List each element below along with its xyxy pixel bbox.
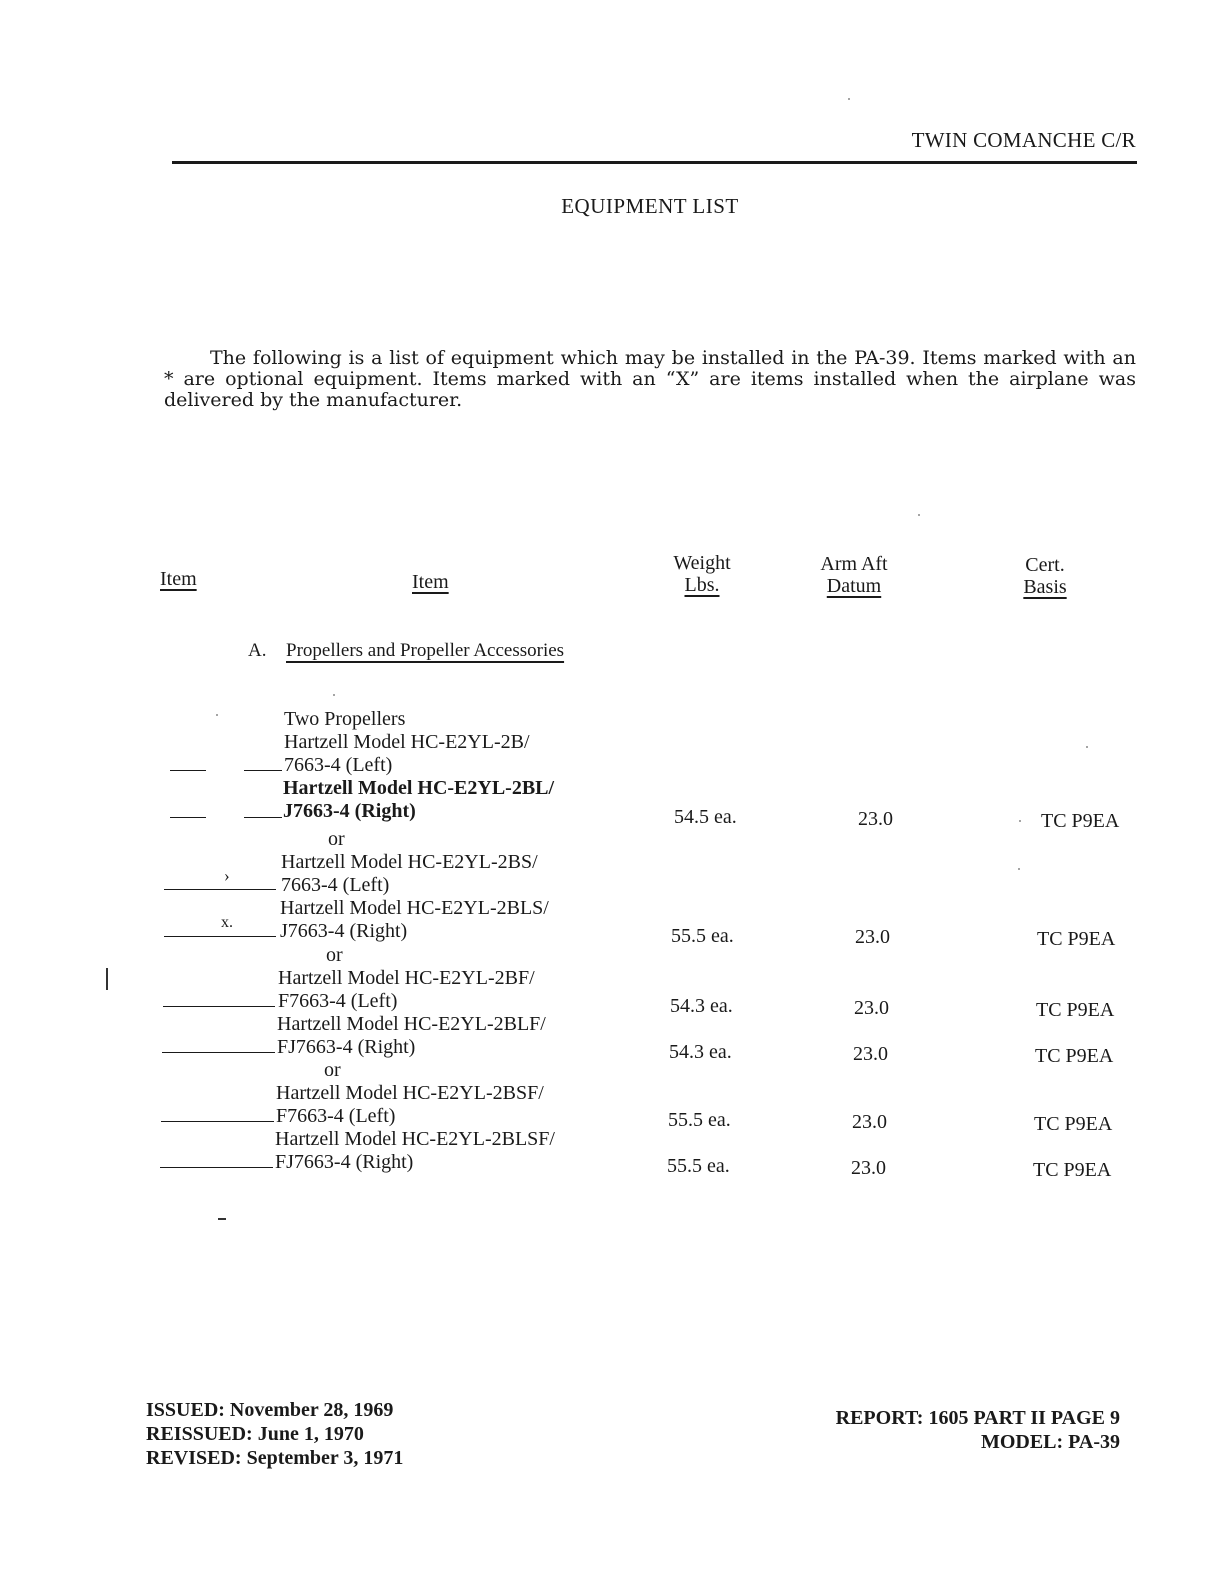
- intro-paragraph: [164, 348, 1136, 411]
- item-line: FJ7663-4 (Right): [277, 1036, 416, 1058]
- cert-value: TC P9EA: [1035, 1045, 1114, 1067]
- item-mark-blank: [164, 936, 276, 937]
- arm-value: 23.0: [855, 926, 890, 948]
- scan-speck: [1018, 868, 1020, 870]
- footer-model: MODEL: PA-39: [980, 1431, 1120, 1453]
- item-mark-blank: [160, 1167, 273, 1168]
- item-mark-blank: [163, 1006, 275, 1007]
- weight-value: 55.5 ea.: [667, 1155, 730, 1177]
- weight-value: 54.3 ea.: [670, 995, 733, 1017]
- arm-value: 23.0: [854, 997, 889, 1019]
- scan-speck: [333, 694, 335, 696]
- footer-revised: REVISED: September 3, 1971: [146, 1447, 404, 1469]
- header-title: TWIN COMANCHE C/R: [911, 128, 1136, 152]
- item-line: Hartzell Model HC-E2YL-2BSF/: [276, 1082, 544, 1104]
- document-title: EQUIPMENT LIST: [561, 194, 739, 218]
- scan-speck: [918, 514, 920, 516]
- item-line: Hartzell Model HC-E2YL-2BF/: [278, 967, 535, 989]
- footer-reissued: REISSUED: June 1, 1970: [146, 1423, 364, 1445]
- intro-text: The following is a list of equipment which may be installed in the PA-39. Items marked with an * are optional equipment. Items marked with an “X” are items installed when the airplane was delivered by the manufacturer.: [164, 347, 1136, 411]
- handwritten-mark: ›: [224, 866, 230, 885]
- scan-artifact-dash: [218, 1218, 226, 1220]
- column-header-weight-line2: Lbs.: [684, 574, 720, 596]
- scan-artifact-bar: [106, 968, 108, 990]
- column-header-item-mark: [160, 568, 197, 590]
- section-label: Propellers and Propeller Accessories: [286, 640, 565, 661]
- column-header-cert: [1010, 554, 1080, 598]
- footer-issued: ISSUED: November 28, 1969: [146, 1399, 394, 1421]
- item-line: Hartzell Model HC-E2YL-2BL/: [283, 777, 555, 799]
- item-mark-blank: [164, 889, 276, 890]
- item-mark-blank: [170, 817, 206, 818]
- item-line: F7663-4 (Left): [278, 990, 398, 1012]
- arm-value: 23.0: [858, 808, 893, 830]
- column-header-arm-line1: Arm Aft: [820, 553, 888, 575]
- item-mark-blank: [170, 770, 206, 771]
- item-mark-blank: [244, 817, 282, 818]
- section-heading: [248, 640, 564, 662]
- column-header-cert-line2: Basis: [1023, 576, 1067, 598]
- item-line: or: [326, 944, 343, 966]
- scan-speck: [216, 714, 218, 716]
- arm-value: 23.0: [853, 1043, 888, 1065]
- item-line: F7663-4 (Left): [276, 1105, 396, 1127]
- item-line: Hartzell Model HC-E2YL-2BLF/: [277, 1013, 546, 1035]
- column-header-weight: [662, 552, 742, 596]
- item-line: Hartzell Model HC-E2YL-2BS/: [281, 851, 538, 873]
- cert-value: TC P9EA: [1036, 999, 1115, 1021]
- item-line: 7663-4 (Left): [281, 874, 390, 896]
- item-line: Two Propellers: [284, 708, 406, 730]
- column-header-arm-line2: Datum: [826, 575, 882, 597]
- cert-value: TC P9EA: [1037, 928, 1116, 950]
- scan-speck: [848, 98, 850, 100]
- section-letter: A.: [248, 640, 267, 661]
- header-rule: [172, 161, 1137, 164]
- item-line: Hartzell Model HC-E2YL-2BLS/: [280, 897, 549, 919]
- item-mark-blank: [161, 1121, 274, 1122]
- column-header-cert-line1: Cert.: [1025, 554, 1065, 576]
- item-line: or: [324, 1059, 341, 1081]
- handwritten-mark: x.: [221, 914, 233, 931]
- item-line: FJ7663-4 (Right): [275, 1151, 414, 1173]
- item-line: or: [328, 828, 345, 850]
- scan-speck: [1019, 820, 1021, 822]
- item-mark-blank: [162, 1052, 275, 1053]
- item-mark-blank: [244, 770, 282, 771]
- weight-value: 54.3 ea.: [669, 1041, 732, 1063]
- footer-dates: [146, 1398, 403, 1470]
- weight-value: 54.5 ea.: [674, 806, 737, 828]
- scan-speck: [1086, 746, 1088, 748]
- weight-value: 55.5 ea.: [671, 925, 734, 947]
- item-line: J7663-4 (Right): [283, 800, 416, 822]
- cert-value: TC P9EA: [1041, 810, 1120, 832]
- footer-report: [836, 1406, 1120, 1454]
- cert-value: TC P9EA: [1034, 1113, 1113, 1135]
- item-line: 7663-4 (Left): [284, 754, 393, 776]
- column-header-item-label: Item: [412, 571, 449, 593]
- item-line: Hartzell Model HC-E2YL-2B/: [284, 731, 530, 753]
- item-line: J7663-4 (Right): [280, 920, 408, 942]
- item-line: Hartzell Model HC-E2YL-2BLSF/: [275, 1128, 555, 1150]
- column-header-weight-line1: Weight: [673, 552, 731, 574]
- arm-value: 23.0: [851, 1157, 886, 1179]
- column-header-item-mark-label: Item: [160, 568, 197, 590]
- column-header-item: [412, 571, 449, 593]
- footer-report-number: REPORT: 1605 PART II PAGE 9: [835, 1407, 1120, 1429]
- cert-value: TC P9EA: [1033, 1159, 1112, 1181]
- column-header-arm: [808, 553, 900, 597]
- arm-value: 23.0: [852, 1111, 887, 1133]
- weight-value: 55.5 ea.: [668, 1109, 731, 1131]
